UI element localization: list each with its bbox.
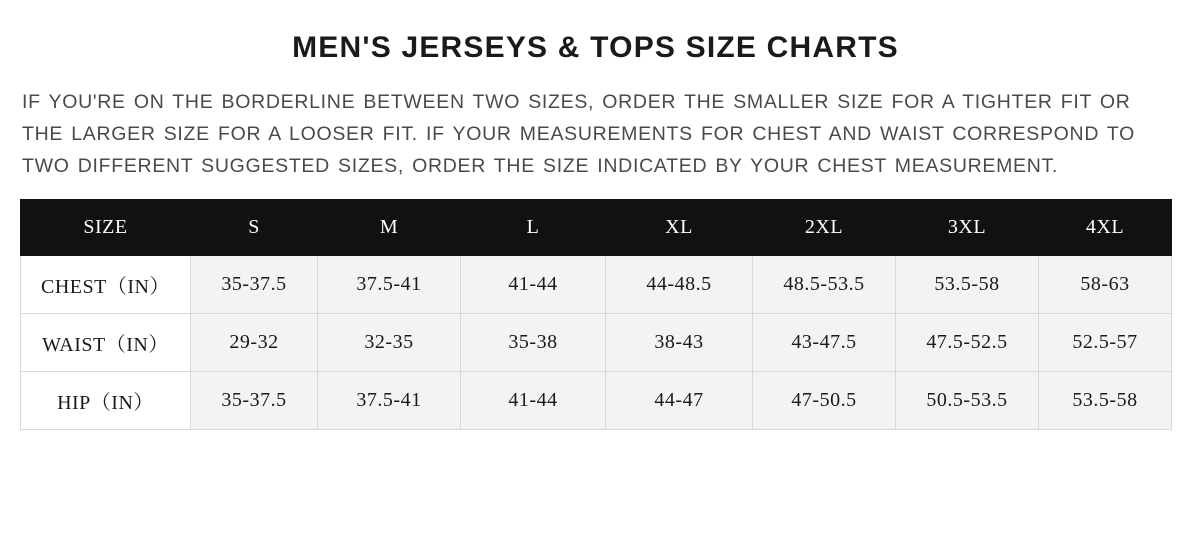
column-header-4xl: 4XL — [1039, 199, 1172, 255]
cell-hip-s: 35-37.5 — [191, 371, 318, 429]
cell-waist-xl: 38-43 — [606, 313, 753, 371]
row-header-chest: CHEST（IN） — [21, 255, 191, 313]
cell-chest-xl: 44-48.5 — [606, 255, 753, 313]
column-header-xl: XL — [606, 199, 753, 255]
cell-chest-3xl: 53.5-58 — [896, 255, 1039, 313]
table-header-row — [21, 199, 1172, 255]
cell-chest-4xl: 58-63 — [1039, 255, 1172, 313]
cell-waist-2xl: 43-47.5 — [753, 313, 896, 371]
row-header-hip: HIP（IN） — [21, 371, 191, 429]
cell-hip-xl: 44-47 — [606, 371, 753, 429]
cell-hip-m: 37.5-41 — [318, 371, 461, 429]
page-title: MEN'S JERSEYS & TOPS SIZE CHARTS — [292, 31, 899, 64]
table-header — [21, 199, 1172, 255]
column-header-2xl: 2XL — [753, 199, 896, 255]
cell-hip-2xl: 47-50.5 — [753, 371, 896, 429]
cell-waist-4xl: 52.5-57 — [1039, 313, 1172, 371]
cell-waist-m: 32-35 — [318, 313, 461, 371]
cell-waist-l: 35-38 — [461, 313, 606, 371]
cell-waist-3xl: 47.5-52.5 — [896, 313, 1039, 371]
table-body — [21, 255, 1172, 429]
intro-paragraph: IF YOU'RE ON THE BORDERLINE BETWEEN TWO SIZES, ORDER THE SMALLER SIZE FOR A TIGHTER FIT OR THE LARGER SIZE FOR A LOOSER FIT. IF YOUR MEASUREMENTS FOR CHEST AND WAIST CORRESPOND TO TWO DIFFERENT SUGGESTED SIZES, ORDER THE SIZE INDICATED BY YOUR CHEST MEASUREMENT. — [22, 91, 1135, 178]
column-header-size: SIZE — [21, 199, 191, 255]
column-header-l: L — [461, 199, 606, 255]
size-chart-page — [0, 30, 1191, 540]
size-chart-table — [20, 199, 1172, 430]
table-row — [21, 371, 1172, 429]
cell-chest-l: 41-44 — [461, 255, 606, 313]
column-header-m: M — [318, 199, 461, 255]
cell-hip-l: 41-44 — [461, 371, 606, 429]
cell-waist-s: 29-32 — [191, 313, 318, 371]
cell-chest-m: 37.5-41 — [318, 255, 461, 313]
table-row — [21, 313, 1172, 371]
table-row — [21, 255, 1172, 313]
cell-hip-4xl: 53.5-58 — [1039, 371, 1172, 429]
row-header-waist: WAIST（IN） — [21, 313, 191, 371]
column-header-s: S — [191, 199, 318, 255]
cell-chest-2xl: 48.5-53.5 — [753, 255, 896, 313]
cell-chest-s: 35-37.5 — [191, 255, 318, 313]
size-chart-table-wrapper — [20, 199, 1171, 430]
cell-hip-3xl: 50.5-53.5 — [896, 371, 1039, 429]
column-header-3xl: 3XL — [896, 199, 1039, 255]
